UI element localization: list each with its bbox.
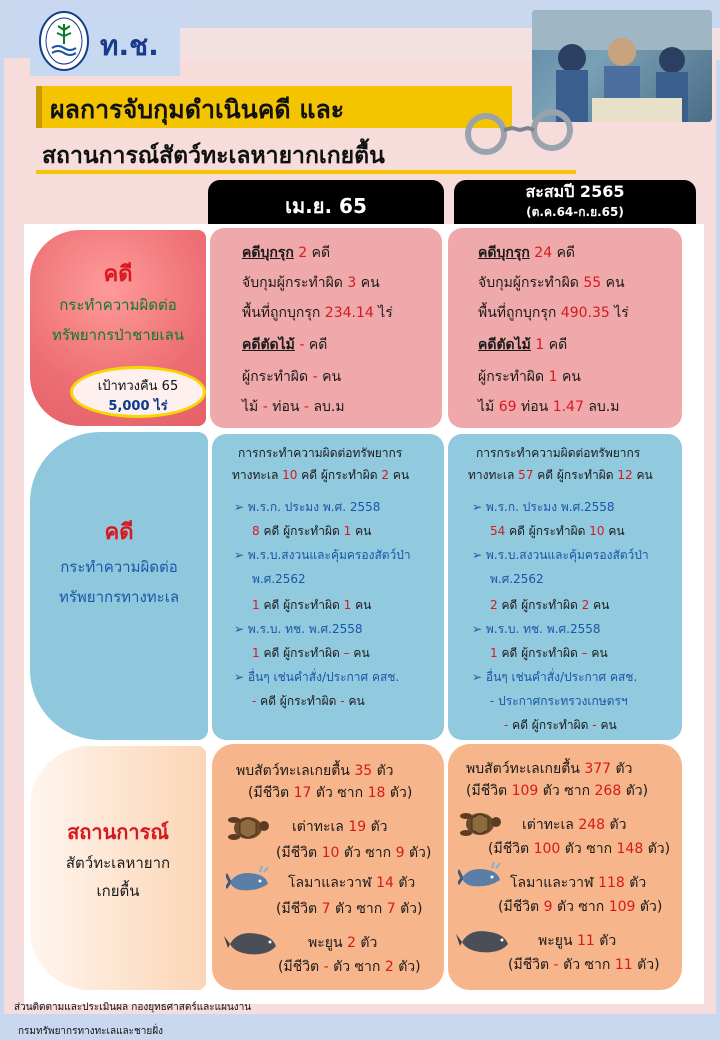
law-1: พ.ร.ก. ประมง พ.ศ.2558	[485, 500, 615, 514]
intrusion-label: คดีบุกรุก	[242, 245, 294, 261]
intrusion-cases: 2	[298, 245, 308, 261]
marine-cases: 10	[282, 468, 298, 482]
total-alive: 17	[293, 785, 312, 801]
unit-person: คน	[322, 369, 342, 385]
logo-text: ท.ช.	[100, 29, 159, 62]
unit-word: ตัว	[334, 901, 352, 917]
law-3-offenders: –	[581, 646, 588, 660]
logging-cases: -	[299, 337, 305, 353]
case-offender-word: คดี ผู้กระทำผิด	[501, 646, 578, 660]
close-word: ตัว)	[647, 841, 671, 857]
found-word: พบสัตว์ทะเลเกยตื้น	[466, 761, 580, 777]
unit-case: คดี	[308, 337, 328, 353]
area-value: 234.14	[324, 305, 374, 321]
unit-case: คดี	[556, 245, 576, 261]
dolphin-alive: 9	[543, 899, 553, 915]
area-label: พื้นที่ถูกบุกรุก	[242, 305, 321, 321]
unit-volume: ลบ.ม	[588, 399, 620, 415]
law-4-sub: - ประกาศกระทรวงเกษตรฯ	[490, 694, 628, 708]
alive-word: (มีชีวิต	[466, 783, 508, 799]
bullet-arrow-icon: ➢	[234, 622, 245, 636]
total-count: 377	[584, 761, 612, 777]
column-header-month: เม.ย. 65	[208, 180, 444, 224]
case-offender-word: คดี ผู้กระทำผิด	[509, 524, 586, 538]
dead-word: ซาก	[578, 899, 605, 915]
marine-label-desc-1: กระทำความผิดต่อ	[60, 558, 178, 576]
unit-log: ท่อน	[521, 399, 549, 415]
turtle-dead: 9	[395, 845, 405, 861]
marine-intro-2a: ทางทะเล	[232, 468, 279, 482]
marine-offenders: 12	[617, 468, 633, 482]
dead-word: ซาก	[365, 845, 392, 861]
target-label: เป้าทวงคืน 65	[97, 379, 179, 394]
animals-month-box	[212, 744, 444, 990]
turtle-alive: 100	[533, 841, 561, 857]
law-4: อื่นๆ เช่นคำสั่ง/ประกาศ คสช.	[485, 670, 638, 684]
law-1-offenders: 1	[343, 524, 352, 538]
person-word: คน	[355, 524, 372, 538]
unit-case: คดี	[311, 245, 331, 261]
marine-month-box	[212, 434, 444, 740]
logging-cases: 1	[535, 337, 545, 353]
marine-cumulative-box	[448, 434, 682, 740]
person-word: คน	[591, 646, 608, 660]
marine-intro-1: การกระทำความผิดต่อทรัพยากร	[476, 446, 641, 460]
law-2-cases: 1	[252, 598, 260, 612]
wood-label: ไม้	[478, 399, 495, 415]
dead-word: ซาก	[564, 783, 591, 799]
dolphin-dead: 109	[608, 899, 636, 915]
law-1-cases: 8	[252, 524, 260, 538]
person-word: คน	[348, 694, 365, 708]
case-offender-word: คดี ผู้กระทำผิด	[260, 694, 337, 708]
case-offender-word: คดี ผู้กระทำผิด	[263, 598, 340, 612]
dugong-dead: 11	[614, 957, 633, 973]
cumulative-range: (ต.ค.64-ก.ย.65)	[526, 205, 624, 219]
alive-word: (มีชีวิต	[488, 841, 530, 857]
law-4-offenders: -	[340, 694, 345, 708]
law-3-cases: 1	[252, 646, 260, 660]
unit-word: ตัว	[615, 761, 633, 777]
column-header-cumulative	[454, 180, 696, 224]
bullet-arrow-icon: ➢	[472, 548, 483, 562]
footer-division: ส่วนติดตามและประเมินผล กองยุทธศาสตร์และแผนงาน	[14, 1002, 252, 1013]
marine-intro-2c: คน	[636, 468, 653, 482]
bullet-arrow-icon: ➢	[234, 500, 245, 514]
unit-word: ตัว	[542, 783, 560, 799]
marine-intro-2a: ทางทะเล	[468, 468, 515, 482]
target-ellipse	[70, 366, 206, 418]
unit-case: คดี	[548, 337, 568, 353]
unit-word: ตัว	[556, 899, 574, 915]
animals-label-desc-2: เกยตื้น	[96, 882, 140, 900]
whale-icon	[226, 864, 272, 896]
person-word: คน	[600, 718, 617, 732]
label-forest-cases	[30, 230, 206, 426]
bullet-arrow-icon: ➢	[472, 622, 483, 636]
bullet-arrow-icon: ➢	[472, 500, 483, 514]
unit-word: ตัว	[360, 935, 378, 951]
marine-intro-1: การกระทำความผิดต่อทรัพยากร	[238, 446, 403, 460]
unit-person: คน	[360, 275, 380, 291]
arrest-count: 3	[347, 275, 357, 291]
dead-word: ซาก	[356, 901, 383, 917]
alive-word: (มีชีวิต	[276, 845, 318, 861]
title-line-2: สถานการณ์สัตว์ทะเลหายากเกยตื้น	[42, 143, 385, 169]
marine-label-title: คดี	[104, 520, 134, 545]
dmcr-logo-icon	[38, 10, 90, 72]
marine-label-desc-2: ทรัพยากรทางทะเล	[58, 588, 180, 606]
unit-volume: ลบ.ม	[313, 399, 345, 415]
wood-label: ไม้	[242, 399, 259, 415]
dugong-count: 2	[346, 935, 356, 951]
animals-cumulative-box	[448, 744, 682, 990]
unit-word: ตัว	[609, 817, 627, 833]
bullet-arrow-icon: ➢	[234, 670, 245, 684]
unit-word: ตัว	[629, 875, 647, 891]
dolphin-alive: 7	[321, 901, 331, 917]
law-3-offenders: –	[343, 646, 350, 660]
turtle-icon	[226, 810, 270, 846]
label-stranded-animals	[30, 746, 206, 990]
arrest-count: 55	[583, 275, 602, 291]
unit-word: ตัว	[398, 875, 416, 891]
unit-word: ตัว	[563, 957, 581, 973]
dead-word: ซาก	[586, 841, 613, 857]
forest-label-title: คดี	[103, 262, 133, 287]
total-alive: 109	[511, 783, 539, 799]
unit-word: ตัว	[343, 845, 361, 861]
close-word: ตัว)	[625, 783, 649, 799]
offender-label: ผู้กระทำผิด	[242, 369, 309, 385]
bullet-arrow-icon: ➢	[472, 670, 483, 684]
turtle-word: เต่าทะเล	[292, 819, 344, 835]
law-2-offenders: 2	[581, 598, 590, 612]
turtle-icon	[458, 806, 502, 842]
law-3: พ.ร.บ. ทช. พ.ศ.2558	[485, 622, 601, 636]
person-word: คน	[353, 646, 370, 660]
bullet-arrow-icon: ➢	[234, 548, 245, 562]
alive-word: (มีชีวิต	[278, 959, 320, 975]
animals-label-title: สถานการณ์	[67, 820, 169, 844]
unit-rai: ไร่	[614, 305, 629, 321]
law-3: พ.ร.บ. ทช. พ.ศ.2558	[247, 622, 363, 636]
law-2-offenders: 1	[343, 598, 352, 612]
law-2-cases: 2	[490, 598, 498, 612]
unit-rai: ไร่	[378, 305, 393, 321]
offender-label: ผู้กระทำผิด	[478, 369, 545, 385]
forest-cumulative-box	[448, 228, 682, 428]
unit-word: ตัว	[315, 785, 333, 801]
marine-intro-2b: คดี ผู้กระทำผิด	[301, 468, 378, 482]
forest-label-desc-2: ทรัพยากรป่าชายเลน	[51, 326, 185, 344]
close-word: ตัว)	[389, 785, 413, 801]
wood-volume: -	[303, 399, 309, 415]
turtle-alive: 10	[321, 845, 340, 861]
law-1-cases: 54	[490, 524, 506, 538]
dolphin-count: 118	[598, 875, 625, 891]
case-offender-word: คดี ผู้กระทำผิด	[501, 598, 578, 612]
law-4: อื่นๆ เช่นคำสั่ง/ประกาศ คสช.	[247, 670, 400, 684]
law-1: พ.ร.ก. ประมง พ.ศ. 2558	[247, 500, 381, 514]
dead-word: ซาก	[584, 957, 611, 973]
total-count: 35	[354, 763, 373, 779]
turtle-count: 248	[578, 817, 606, 833]
dead-word: ซาก	[337, 785, 364, 801]
person-word: คน	[355, 598, 372, 612]
dugong-word: พะยูน	[538, 933, 573, 949]
turtle-word: เต่าทะเล	[522, 817, 574, 833]
case-offender-word: คดี ผู้กระทำผิด	[512, 718, 589, 732]
logging-label: คดีตัดไม้	[478, 337, 531, 353]
footer-department: กรมทรัพยากรทางทะเลและชายฝั่ง	[18, 1026, 164, 1037]
found-word: พบสัตว์ทะเลเกยตื้น	[236, 763, 350, 779]
dolphin-count: 14	[376, 875, 394, 891]
unit-word: ตัว	[376, 763, 394, 779]
law-2b: พ.ศ.2562	[252, 572, 306, 586]
whale-icon	[458, 860, 504, 892]
intrusion-label: คดีบุกรุก	[478, 245, 530, 261]
alive-word: (มีชีวิต	[248, 785, 290, 801]
dugong-dead: 2	[384, 959, 394, 975]
dolphin-word: โลมาและวาฬ	[288, 875, 372, 891]
wood-logs: -	[262, 399, 268, 415]
law-1-offenders: 10	[589, 524, 605, 538]
marine-cases: 57	[518, 468, 534, 482]
cumulative-title: สะสมปี 2565	[525, 182, 625, 201]
close-word: ตัว)	[408, 845, 432, 861]
offender-count: -	[312, 369, 318, 385]
marine-intro-2b: คดี ผู้กระทำผิด	[537, 468, 614, 482]
alive-word: (มีชีวิต	[498, 899, 540, 915]
unit-person: คน	[561, 369, 581, 385]
dolphin-word: โลมาและวาฬ	[510, 875, 594, 891]
law-2a: พ.ร.บ.สงวนและคุ้มครองสัตว์ป่า	[485, 548, 649, 562]
total-dead: 268	[594, 783, 622, 799]
wood-volume: 1.47	[552, 399, 584, 415]
total-dead: 18	[367, 785, 386, 801]
unit-word: ตัว	[599, 933, 617, 949]
case-offender-word: คดี ผู้กระทำผิด	[263, 524, 340, 538]
dugong-alive: -	[553, 957, 559, 973]
logging-label: คดีตัดไม้	[242, 337, 295, 353]
dolphin-dead: 7	[386, 901, 396, 917]
law-2b: พ.ศ.2562	[490, 572, 544, 586]
law-2a: พ.ร.บ.สงวนและคุ้มครองสัตว์ป่า	[247, 548, 411, 562]
law-4-cases: -	[504, 718, 509, 732]
forest-label-desc-1: กระทำความผิดต่อ	[59, 296, 177, 314]
dugong-word: พะยูน	[308, 935, 343, 951]
dugong-icon	[224, 922, 280, 962]
close-word: ตัว)	[398, 959, 421, 975]
dugong-alive: -	[323, 959, 329, 975]
turtle-count: 19	[348, 819, 367, 835]
dugong-count: 11	[576, 933, 595, 949]
law-4-offenders: -	[592, 718, 597, 732]
close-word: ตัว)	[637, 957, 660, 973]
wood-logs: 69	[498, 399, 517, 415]
label-marine-cases	[30, 432, 208, 740]
title-underline	[36, 170, 576, 174]
animals-label-desc-1: สัตว์ทะเลหายาก	[65, 854, 171, 872]
target-value: 5,000 ไร่	[108, 399, 168, 414]
arrest-label: จับกุมผู้กระทำผิด	[478, 275, 579, 291]
area-value: 490.35	[560, 305, 610, 321]
intrusion-cases: 24	[534, 245, 553, 261]
area-label: พื้นที่ถูกบุกรุก	[478, 305, 557, 321]
forest-month-box	[210, 228, 442, 428]
law-3-cases: 1	[490, 646, 498, 660]
unit-log: ท่อน	[272, 399, 300, 415]
handcuffs-icon	[460, 100, 580, 160]
alive-word: (มีชีวิต	[276, 901, 318, 917]
offender-count: 1	[548, 369, 558, 385]
dead-word: ซาก	[354, 959, 381, 975]
close-word: ตัว)	[400, 901, 423, 917]
close-word: ตัว)	[639, 899, 663, 915]
turtle-dead: 148	[616, 841, 644, 857]
title-line-1: ผลการจับกุมดำเนินคดี และ	[36, 86, 512, 128]
unit-word: ตัว	[333, 959, 351, 975]
marine-intro-2c: คน	[392, 468, 410, 482]
law-4-cases: -	[252, 694, 257, 708]
dugong-icon	[456, 920, 512, 960]
case-offender-word: คดี ผู้กระทำผิด	[263, 646, 340, 660]
unit-word: ตัว	[370, 819, 388, 835]
unit-word: ตัว	[564, 841, 582, 857]
alive-word: (มีชีวิต	[508, 957, 550, 973]
arrest-label: จับกุมผู้กระทำผิด	[242, 275, 343, 291]
person-word: คน	[593, 598, 610, 612]
unit-person: คน	[605, 275, 625, 291]
person-word: คน	[608, 524, 625, 538]
marine-offenders: 2	[381, 468, 390, 482]
